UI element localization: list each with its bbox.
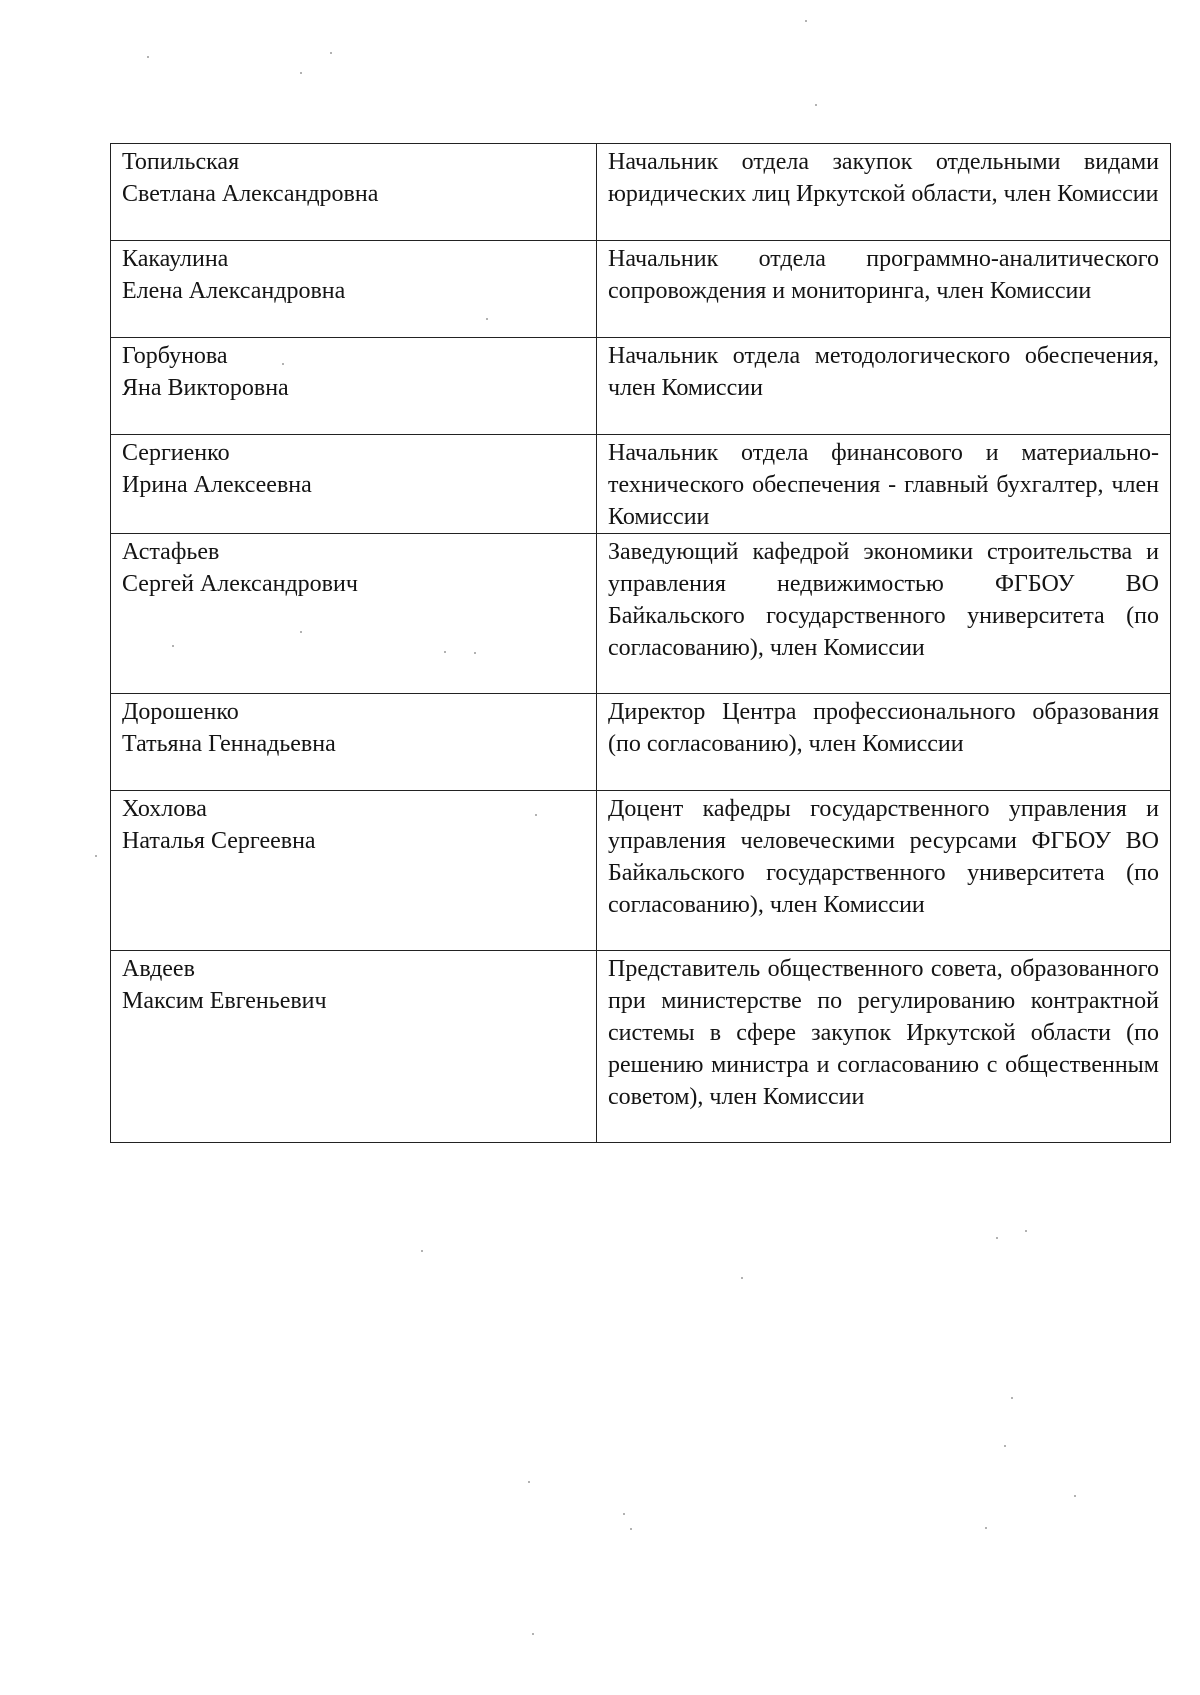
member-name-cell	[111, 791, 597, 951]
member-role-cell	[597, 791, 1171, 951]
member-role-cell	[597, 951, 1171, 1143]
commission-members-table	[110, 143, 1171, 1143]
member-given-names: Наталья Сергеевна	[122, 828, 316, 854]
scan-speck	[486, 318, 488, 320]
table-row	[111, 694, 1171, 791]
scan-speck	[528, 1481, 530, 1483]
member-role: Представитель общественного совета, образованного при министерстве по регулированию контрактной системы в сфере закупок Иркутской области (по решению министра и согласованию с общественным советом), член Комиссии	[608, 956, 1159, 1110]
member-role-cell	[597, 338, 1171, 435]
member-surname: Горбунова	[122, 343, 228, 369]
member-role-cell	[597, 435, 1171, 534]
scan-speck	[330, 52, 332, 54]
member-name-cell	[111, 694, 597, 791]
member-name-cell	[111, 534, 597, 694]
scan-speck	[300, 72, 302, 74]
member-role: Начальник отдела программно-аналитического сопровождения и мониторинга, член Комиссии	[608, 246, 1159, 304]
member-surname: Астафьев	[122, 539, 220, 565]
member-surname: Дорошенко	[122, 699, 239, 725]
table-row	[111, 338, 1171, 435]
member-role: Доцент кафедры государственного управления и управления человеческими ресурсами ФГБОУ ВО Байкальского государственного университета (по согласованию), член Комиссии	[608, 796, 1159, 918]
member-name-cell	[111, 338, 597, 435]
member-role-cell	[597, 241, 1171, 338]
member-given-names: Яна Викторовна	[122, 375, 289, 401]
member-surname: Какаулина	[122, 246, 229, 272]
member-surname: Авдеев	[122, 956, 195, 982]
member-given-names: Сергей Александрович	[122, 571, 358, 597]
member-given-names: Максим Евгеньевич	[122, 988, 327, 1014]
table-row	[111, 534, 1171, 694]
member-given-names: Татьяна Геннадьевна	[122, 731, 336, 757]
scan-speck	[300, 631, 302, 633]
scan-speck	[996, 1237, 998, 1239]
scan-speck	[282, 363, 284, 365]
member-given-names: Елена Александровна	[122, 278, 346, 304]
scan-speck	[444, 651, 446, 653]
scan-speck	[815, 104, 817, 106]
member-surname: Хохлова	[122, 796, 207, 822]
scan-speck	[630, 1528, 632, 1530]
member-name-cell	[111, 144, 597, 241]
member-role-cell	[597, 534, 1171, 694]
table-row	[111, 951, 1171, 1143]
member-name-cell	[111, 435, 597, 534]
table-row	[111, 435, 1171, 534]
member-role-cell	[597, 144, 1171, 241]
member-role: Начальник отдела финансового и материально-технического обеспечения - главный бухгалтер, член Комиссии	[608, 440, 1159, 530]
member-name-cell	[111, 241, 597, 338]
scan-speck	[172, 645, 174, 647]
table-row	[111, 241, 1171, 338]
member-role: Заведующий кафедрой экономики строительства и управления недвижимостью ФГБОУ ВО Байкальского государственного университета (по согласованию), член Комиссии	[608, 539, 1159, 661]
scan-speck	[421, 1250, 423, 1252]
scan-speck	[474, 652, 476, 654]
member-role: Начальник отдела закупок отдельными видами юридических лиц Иркутской области, член Комиссии	[608, 149, 1159, 207]
scan-speck	[1011, 1397, 1013, 1399]
scan-speck	[985, 1527, 987, 1529]
table-row	[111, 144, 1171, 241]
member-given-names: Светлана Александровна	[122, 181, 379, 207]
member-surname: Сергиенко	[122, 440, 230, 466]
scan-speck	[741, 1277, 743, 1279]
scan-speck	[147, 56, 149, 58]
scan-speck	[95, 855, 97, 857]
member-role: Директор Центра профессионального образования (по согласованию), член Комиссии	[608, 699, 1159, 757]
scan-speck	[535, 814, 537, 816]
table-row	[111, 791, 1171, 951]
member-surname: Топильская	[122, 149, 240, 175]
scan-speck	[805, 20, 807, 22]
member-role-cell	[597, 694, 1171, 791]
scan-speck	[1004, 1445, 1006, 1447]
member-name-cell	[111, 951, 597, 1143]
member-given-names: Ирина Алексеевна	[122, 472, 312, 498]
member-role: Начальник отдела методологического обеспечения, член Комиссии	[608, 343, 1159, 401]
scan-speck	[1074, 1495, 1076, 1497]
scan-speck	[623, 1513, 625, 1515]
scan-speck	[532, 1633, 534, 1635]
scan-speck	[1025, 1230, 1027, 1232]
